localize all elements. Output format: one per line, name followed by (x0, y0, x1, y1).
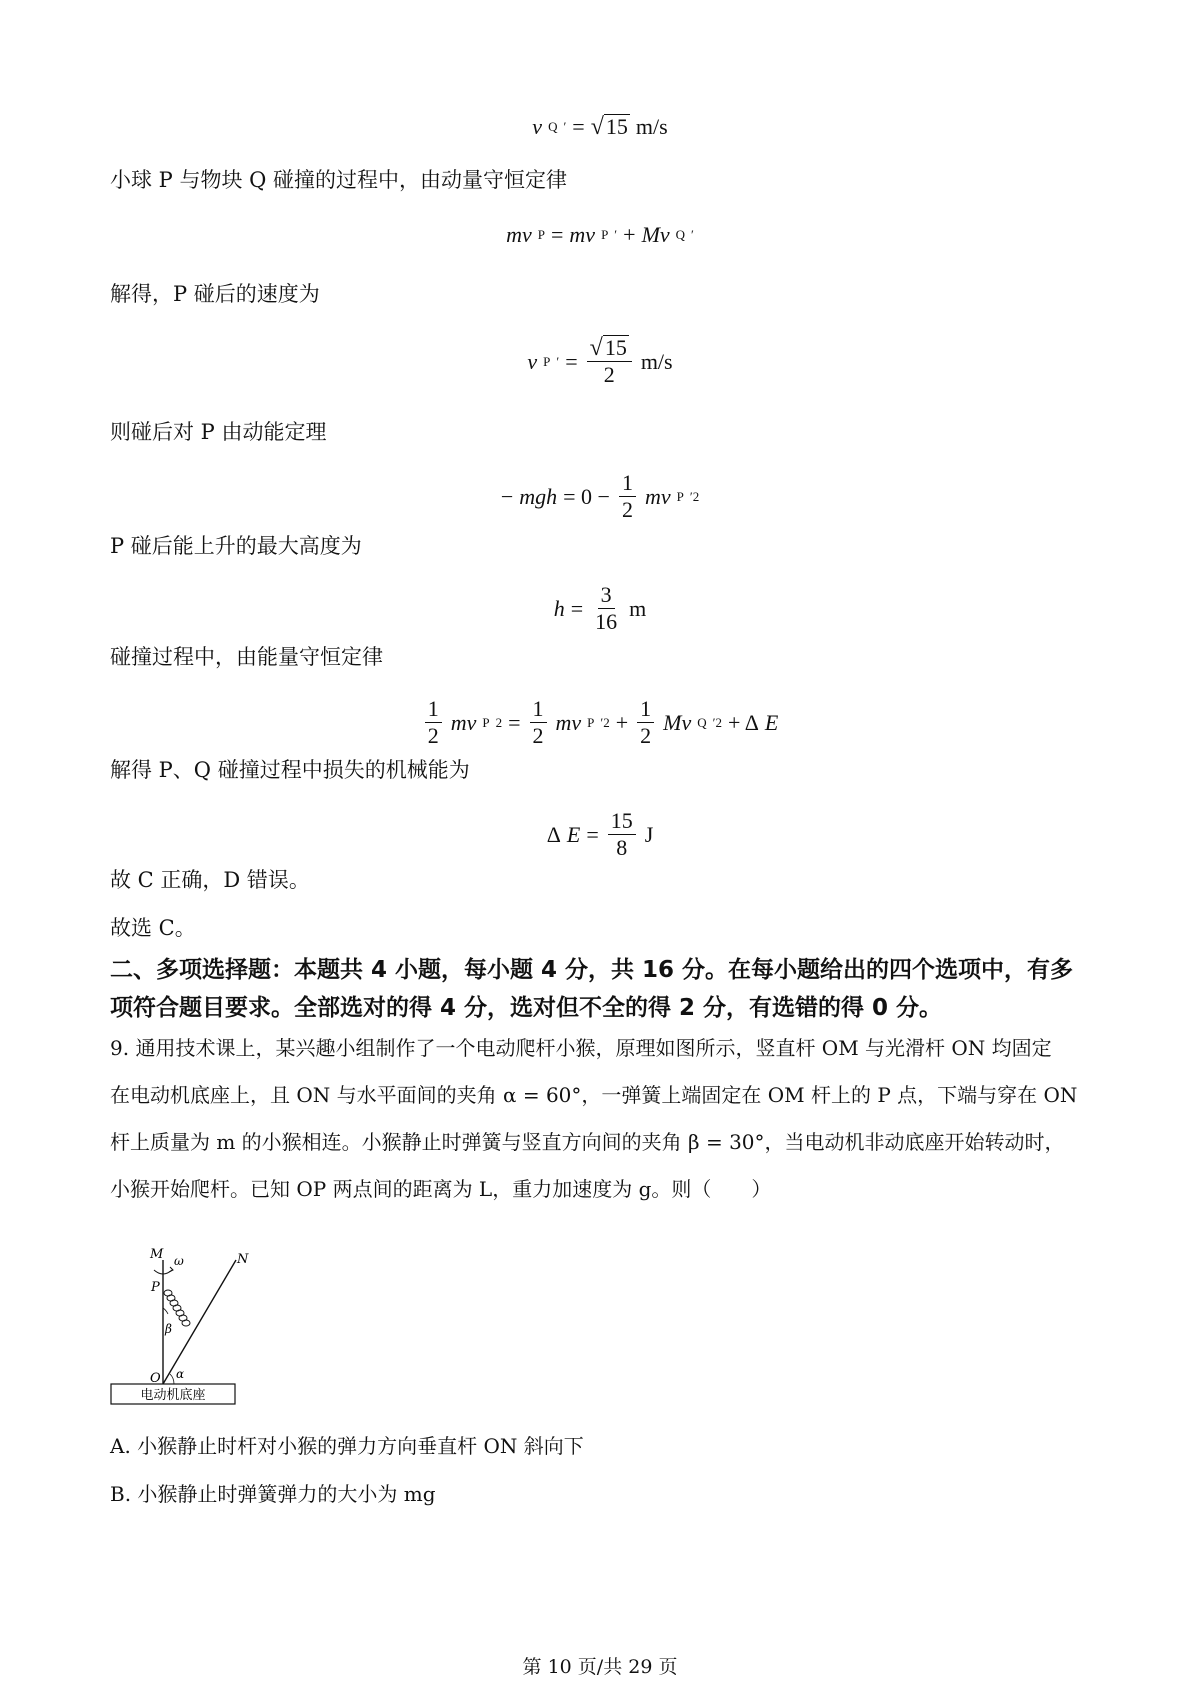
text-line: 故 C 正确，D 错误。 (110, 868, 310, 892)
rotation-arrow-head (169, 1267, 173, 1272)
text-line: 碰撞过程中，由能量守恒定律 (110, 645, 383, 669)
label-p: P (151, 1280, 160, 1295)
question-9 (110, 1025, 1100, 1213)
section-heading (110, 951, 1100, 1027)
option-a: A. 小猴静止时杆对小猴的弹力方向垂直杆 ON 斜向下 (110, 1434, 584, 1458)
angle-beta-arc (163, 1308, 168, 1314)
label-omega: ω (174, 1254, 184, 1268)
equation-vp-prime: v P ′ = √ 15 2 m/s (527, 335, 673, 387)
text-line: 解得 P、Q 碰撞过程中损失的机械能为 (110, 758, 470, 782)
equation-height: h = $\frac{3}{16}$ m (553, 582, 647, 634)
figure-monkey-pole (110, 1248, 250, 1412)
text-line: 则碰后对 P 由动能定理 (110, 420, 327, 444)
question-line: 小猴开始爬杆。已知 OP 两点间的距离为 L，重力加速度为 g。则（ ） (110, 1177, 772, 1201)
equation-vq-prime: v Q ′ = √ 15 m/s (532, 114, 668, 140)
figure-diagram (110, 1248, 250, 1408)
question-line: 杆上质量为 m 的小猴相连。小猴静止时弹簧与竖直方向间的夹角 β = 30°，当电动机非动底座开始转动时， (110, 1130, 1065, 1154)
label-n: N (237, 1252, 249, 1267)
text-line: P 碰后能上升的最大高度为 (110, 534, 362, 558)
equation-momentum: mv P = mv P ′ + Mv Q ′ (506, 222, 694, 247)
equation-energy-conservation: $\frac{1}{2}$ mv P 2 = $\frac{1}{2}$ mv P ′2 + $\frac{1}{2}$ Mv Q ′2 + Δ E (0, 695, 1200, 749)
option-b: B. 小猴静止时弹簧弹力的大小为 mg (110, 1482, 436, 1506)
spring (164, 1290, 190, 1326)
label-alpha: α (176, 1367, 185, 1381)
question-line: 9. 通用技术课上，某兴趣小组制作了一个电动爬杆小猴，原理如图所示，竖直杆 OM 与光滑杆 ON 均固定 (110, 1036, 1052, 1060)
equation-kinetic-energy: − mgh = 0 − $\frac{1}{2}$ mv P ′2 (500, 470, 700, 522)
label-o: O (150, 1371, 161, 1386)
label-beta: β (165, 1322, 172, 1336)
text-line: 小球 P 与物块 Q 碰撞的过程中，由动量守恒定律 (110, 168, 568, 192)
section-heading-line: 项符合题目要求。全部选对的得 4 分，选对但不全的得 2 分，有选错的得 0 分。 (110, 995, 943, 1021)
equation-energy-loss: Δ E = $\frac{15}{8}$ J (546, 808, 654, 860)
text-line: 解得，P 碰后的速度为 (110, 282, 320, 306)
label-m: M (150, 1248, 164, 1262)
angle-alpha-arc (170, 1374, 174, 1384)
pole-on (163, 1260, 236, 1384)
motor-base-label: 电动机底座 (140, 1388, 206, 1403)
section-heading-line: 二、多项选择题：本题共 4 小题，每小题 4 分，共 16 分。在每小题给出的四个选项中，有多 (110, 957, 1074, 983)
question-line: 在电动机底座上，且 ON 与水平面间的夹角 α = 60°，一弹簧上端固定在 OM 杆上的 P 点，下端与穿在 ON (110, 1083, 1078, 1107)
page-footer: 第 10 页/共 29 页 (522, 1656, 678, 1678)
text-line: 故选 C。 (110, 916, 196, 940)
